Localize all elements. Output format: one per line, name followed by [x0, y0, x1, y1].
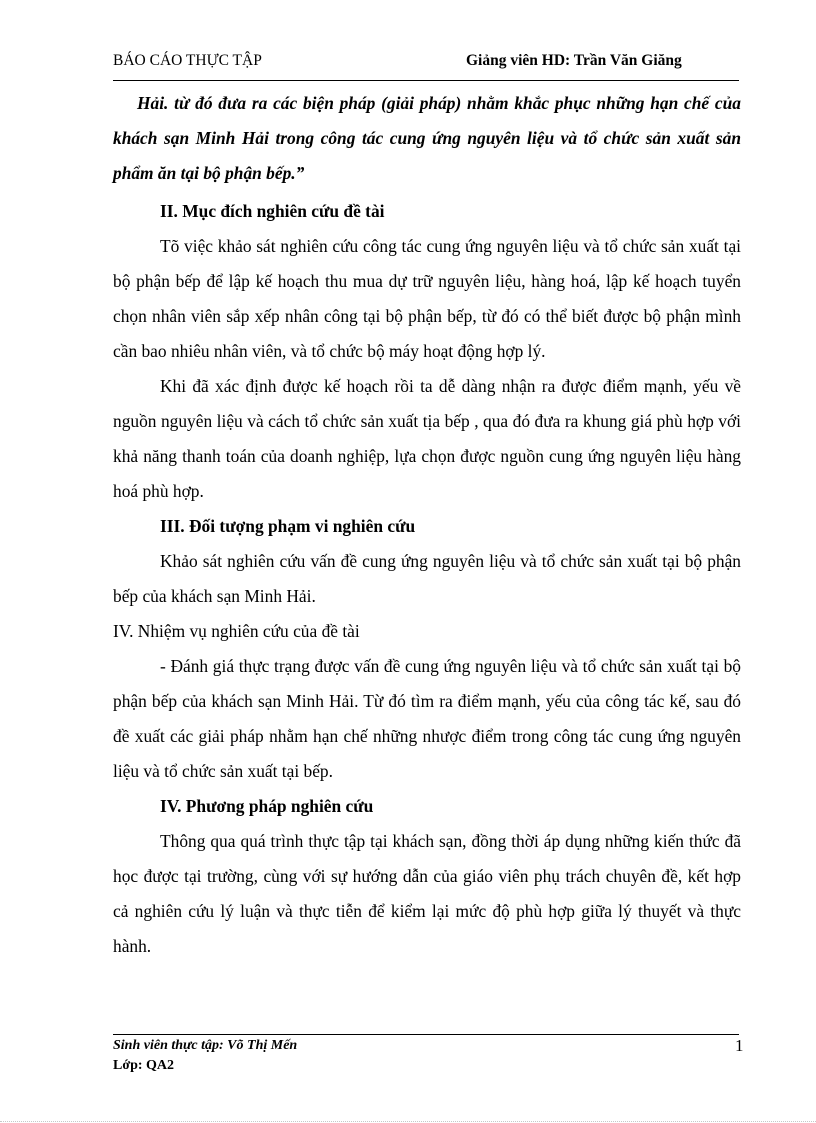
section-heading-methods: IV. Phương pháp nghiên cứu — [160, 796, 374, 816]
page-number: 1 — [735, 1036, 744, 1055]
report-title: BÁO CÁO THỰC TẬP — [113, 52, 262, 69]
class-label: Lớp: QA2 — [113, 1058, 175, 1073]
section-heading-scope: III. Đối tượng phạm vi nghiên cứu — [160, 516, 416, 536]
purpose-paragraph-1: Tõ việc khảo sát nghiên cứu công tác cung ứng nguyên liệu và tổ chức sản xuất tại bộ phận bếp để lập kế hoạch thu mua dự trữ nguyên liệu, hàng hoá, lập kế hoạch tuyển chọn nhân viên sắp xếp nhân công tại bộ phận bếp, từ đó có thể biết được bộ phận mình cần bao nhiêu nhân viên, và tổ chức bộ máy hoạt động hợp lý. — [113, 236, 741, 361]
header-divider — [113, 80, 739, 81]
methods-paragraph: Thông qua quá trình thực tập tại khách sạn, đồng thời áp dụng những kiến thức đã học được tại trường, cùng với sự hướng dẫn của giáo viên phụ trách chuyên đề, kết hợp cả nghiên cứu lý luận và thực tiễn để kiểm lại mức độ phù hợp giữa lý thuyết và thực hành. — [113, 831, 741, 956]
section-heading-tasks: IV. Nhiệm vụ nghiên cứu của đề tài — [113, 621, 360, 641]
purpose-paragraph-2: Khi đã xác định được kế hoạch rồi ta dễ dàng nhận ra được điểm mạnh, yếu về nguồn nguyên liệu và cách tổ chức sản xuất tịa bếp , qua đó đưa ra khung giá phù hợp với khả năng thanh toán của doanh nghiệp, lựa chọn được nguồn cung ứng nguyên liệu hàng hoá phù hợp. — [113, 376, 741, 501]
scope-paragraph: Khảo sát nghiên cứu vấn đề cung ứng nguyên liệu và tổ chức sản xuất tại bộ phận bếp của khách sạn Minh Hải. — [113, 551, 741, 606]
student-name: Sinh viên thực tập: Võ Thị Mến — [113, 1038, 298, 1053]
footer-divider — [113, 1034, 739, 1035]
page-edge — [0, 1121, 816, 1122]
section-heading-purpose: II. Mục đích nghiên cứu đề tài — [160, 201, 385, 221]
tasks-paragraph: - Đánh giá thực trạng được vấn đề cung ứng nguyên liệu và tổ chức sản xuất tại bộ phận bếp của khách sạn Minh Hải. Từ đó tìm ra điểm mạnh, yếu của công tác kế, sau đó đề xuất các giải pháp nhằm hạn chế những nhược điểm trong công tác cung ứng nguyên liệu và tổ chức sản xuất tại bếp. — [113, 656, 741, 781]
intro-paragraph: Hải. từ đó đưa ra các biện pháp (giải pháp) nhằm khắc phục những hạn chế của khách sạn Minh Hải trong công tác cung ứng nguyên liệu và tổ chức sản xuất sản phẩm ăn tại bộ phận bếp.” — [113, 93, 741, 183]
advisor-name: Giảng viên HD: Trần Văn Giăng — [466, 52, 682, 69]
document-body — [113, 86, 741, 964]
